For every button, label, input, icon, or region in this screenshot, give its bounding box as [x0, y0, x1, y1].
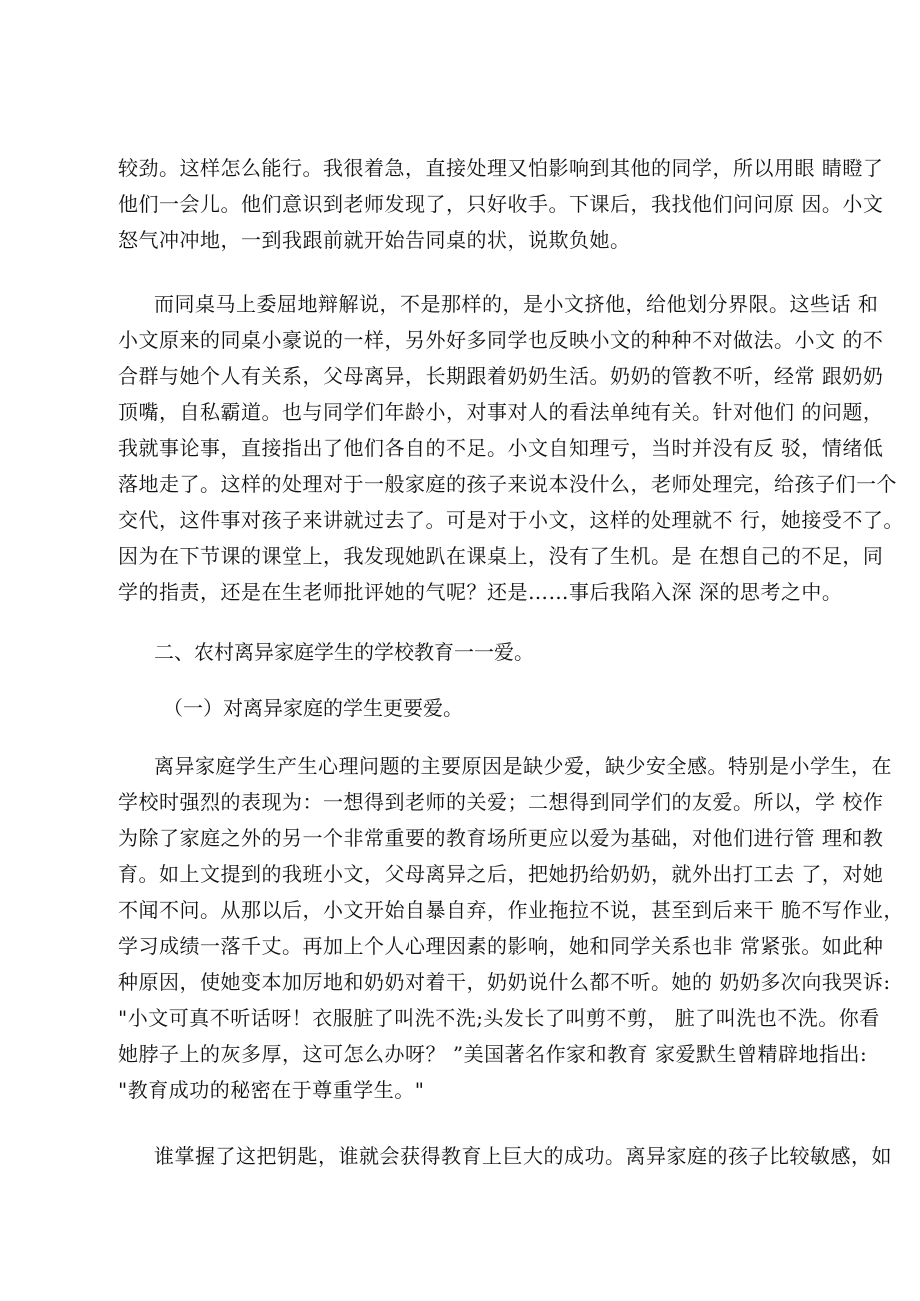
- text-line: 因为在下节课的课堂上，我发现她趴在课桌上，没有了生机。是 在想自己的不足，同: [118, 544, 884, 568]
- text-line: 为除了家庭之外的另一个非常重要的教育场所更应以爱为基础，对他们进行管 理和教: [118, 826, 884, 850]
- text-line: 学习成绩一落千丈。再加上个人心理因素的影响，她和同学关系也非 常紧张。如此种: [118, 934, 884, 958]
- text-line: 怒气冲冲地，一到我跟前就开始告同桌的状，说欺负她。: [118, 228, 631, 252]
- text-line: 我就事论事，直接指出了他们各自的不足。小文自知理亏，当时并没有反 驳，情绪低: [118, 436, 884, 460]
- text-line: 学校时强烈的表现为：一想得到老师的关爱；二想得到同学们的友爱。所以，学 校作: [118, 790, 884, 814]
- paragraph-2: [154, 286, 879, 322]
- text-line: 育。如上文提到的我班小文，父母离异之后，把她扔给奶奶，就外出打工去 了，对她: [118, 862, 884, 886]
- text-line: 较劲。这样怎么能行。我很着急，直接处理又怕影响到其他的同学，所以用眼 睛瞪了: [118, 156, 884, 180]
- text-line: 离异家庭学生产生心理问题的主要原因是缺少爱，缺少安全感。特别是小学生，在: [154, 754, 892, 778]
- text-line: 她脖子上的灰多厚，这可怎么办呀？ ”美国著名作家和教育 家爱默生曾精辟地指出:: [118, 1042, 868, 1066]
- text-line: 交代，这件事对孩子来讲就过去了。可是对于小文，这样的处理就不 行，她接受不了。: [118, 508, 904, 532]
- text-line: 谁掌握了这把钥匙，谁就会获得教育上巨大的成功。离异家庭的孩子比较敏感，如: [154, 1144, 892, 1168]
- text-line: 合群与她个人有关系，父母离异，长期跟着奶奶生活。奶奶的管教不听，经常 跟奶奶: [118, 364, 884, 388]
- paragraph-4: [154, 1138, 892, 1174]
- paragraph-3-body: [118, 784, 904, 1108]
- paragraph-1: [118, 150, 884, 258]
- paragraph-3: [154, 748, 892, 784]
- text-line: 而同桌马上委屈地辩解说，不是那样的，是小文挤他，给他划分界限。这些话 和: [154, 292, 879, 316]
- text-line: 小文原来的同桌小豪说的一样，另外好多同学也反映小文的种种不对做法。小文 的不: [118, 328, 884, 352]
- subsection-heading: （一）对离异家庭的学生更要爱。: [163, 696, 463, 720]
- paragraph-2-body: [118, 322, 904, 610]
- text-line: "小文可真不听话呀！衣服脏了叫洗不洗;头发长了叫剪不剪， 脏了叫洗也不洗。你看: [118, 1006, 880, 1030]
- text-line: 顶嘴，自私霸道。也与同学们年龄小，对事对人的看法单纯有关。针对他们 的问题，: [118, 400, 884, 424]
- text-line: 种原因，使她变本加厉地和奶奶对着干，奶奶说什么都不听。她的 奶奶多次向我哭诉:: [118, 970, 891, 994]
- section-heading: 二、农村离异家庭学生的学校教育一一爱。: [154, 640, 534, 664]
- text-line: 他们一会儿。他们意识到老师发现了，只好收手。下课后，我找他们问问原 因。小文: [118, 192, 884, 216]
- text-line: 不闻不问。从那以后，小文开始自暴自弃，作业拖拉不说，甚至到后来干 脆不写作业，: [118, 898, 904, 922]
- text-line: 落地走了。这样的处理对于一般家庭的孩子来说本没什么，老师处理完，给孩子们一个: [118, 472, 897, 496]
- text-line: 学的指责，还是在生老师批评她的气呢？还是……事后我陷入深 深的思考之中。: [118, 580, 843, 604]
- text-line: "教育成功的秘密在于尊重学生。": [118, 1078, 425, 1102]
